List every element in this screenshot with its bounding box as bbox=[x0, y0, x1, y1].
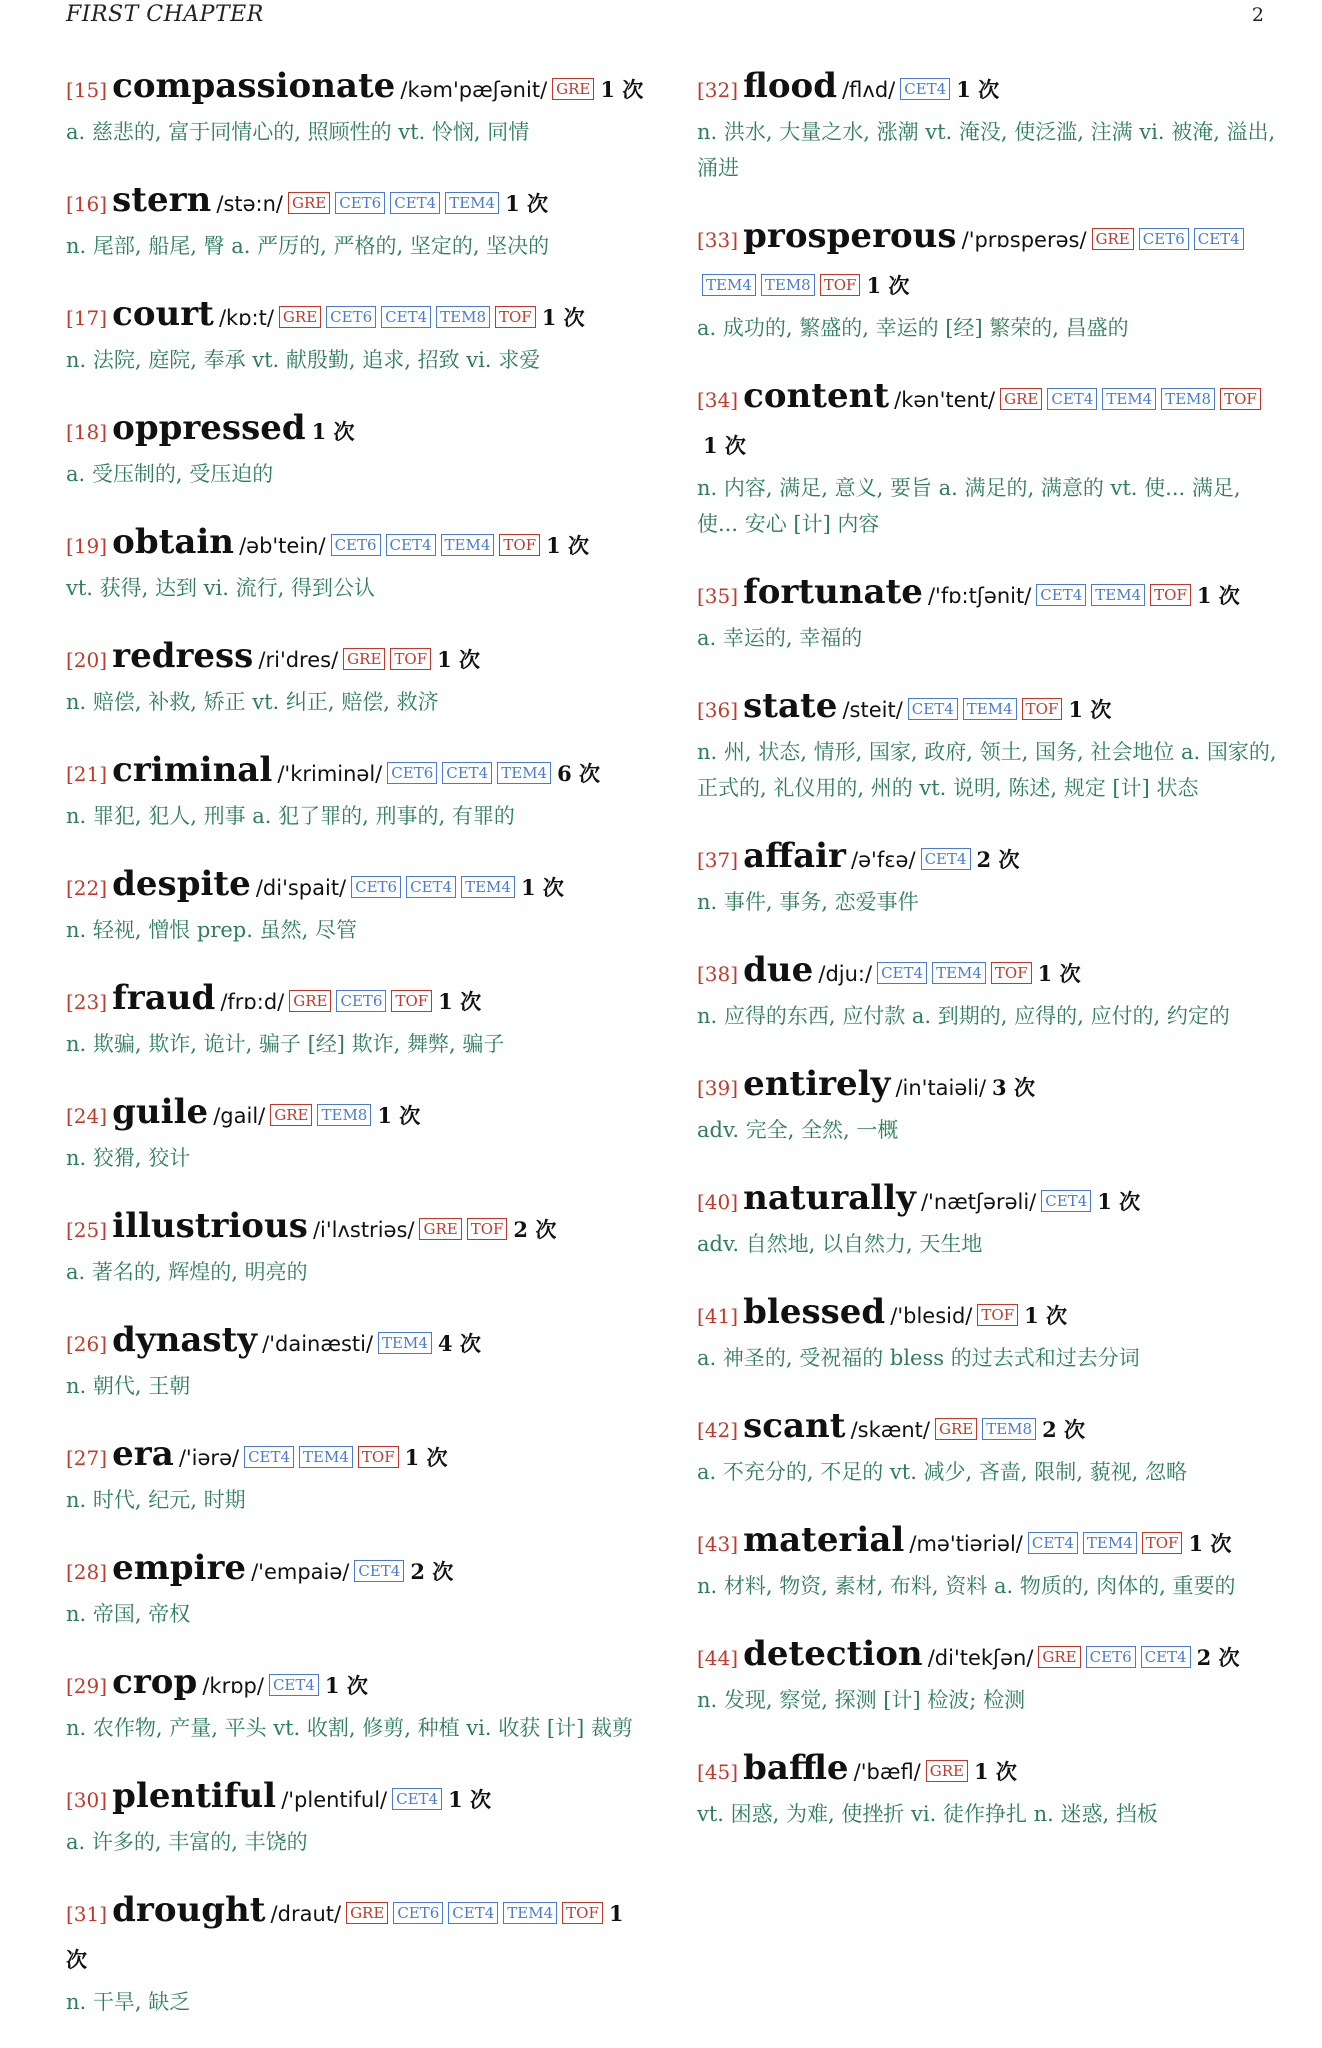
definition: n. 材料, 物资, 素材, 布料, 资料 a. 物质的, 肉体的, 重要的 bbox=[697, 1574, 1236, 1598]
exam-tag-gre: GRE bbox=[1000, 388, 1042, 410]
pronunciation: /di'tekʃən/ bbox=[927, 1646, 1034, 1670]
entry-headline bbox=[697, 948, 1277, 998]
exam-tag-tof: TOF bbox=[391, 990, 432, 1012]
pronunciation: /'kriminəl/ bbox=[277, 762, 383, 786]
entry-headline bbox=[66, 520, 646, 570]
entry-headline bbox=[697, 374, 1277, 470]
exam-tag-tof: TOF bbox=[1150, 584, 1191, 606]
definition: n. 尾部, 船尾, 臀 a. 严厉的, 严格的, 坚定的, 坚决的 bbox=[66, 234, 550, 258]
pronunciation: /in'taiəli/ bbox=[895, 1076, 987, 1100]
entry-number: [25] bbox=[66, 1218, 108, 1242]
entry-headline bbox=[66, 1432, 646, 1482]
exam-tag-tof: TOF bbox=[562, 1902, 603, 1924]
pronunciation: /stə:n/ bbox=[216, 192, 284, 216]
exam-tag-tem8: TEM8 bbox=[761, 274, 815, 296]
frequency-count: 1 次 bbox=[1024, 1303, 1068, 1328]
exam-tag-gre: GRE bbox=[279, 306, 321, 328]
pronunciation: /'bæfl/ bbox=[853, 1760, 921, 1784]
entry-headline bbox=[697, 214, 1277, 310]
entry-headline bbox=[66, 1774, 646, 1824]
headword: due bbox=[743, 950, 814, 990]
exam-tag-tem4: TEM4 bbox=[461, 876, 515, 898]
exam-tag-cet4: CET4 bbox=[448, 1902, 498, 1924]
frequency-count: 1 次 bbox=[324, 1673, 368, 1698]
exam-tag-cet4: CET4 bbox=[908, 698, 958, 720]
exam-tag-cet4: CET4 bbox=[386, 534, 436, 556]
entry-number: [28] bbox=[66, 1560, 108, 1584]
vocab-entry bbox=[697, 1404, 1277, 1490]
exam-tag-gre: GRE bbox=[552, 78, 594, 100]
entry-number: [44] bbox=[697, 1646, 739, 1670]
headword: oppressed bbox=[112, 408, 306, 448]
entry-number: [24] bbox=[66, 1104, 108, 1128]
pronunciation: /'nætʃərəli/ bbox=[920, 1190, 1037, 1214]
vocab-entry bbox=[66, 1546, 646, 1632]
frequency-count: 1 次 bbox=[866, 273, 910, 298]
entry-number: [22] bbox=[66, 876, 108, 900]
entry-number: [39] bbox=[697, 1076, 739, 1100]
entry-number: [41] bbox=[697, 1304, 739, 1328]
frequency-count: 1 次 bbox=[600, 77, 644, 102]
exam-tag-cet4: CET4 bbox=[877, 962, 927, 984]
entry-number: [17] bbox=[66, 306, 108, 330]
frequency-count: 1 次 bbox=[974, 1759, 1017, 1784]
entry-headline bbox=[697, 64, 1277, 114]
page-number: 2 bbox=[1251, 4, 1264, 26]
vocab-entry bbox=[66, 976, 646, 1062]
headword: flood bbox=[743, 66, 838, 106]
exam-tag-tem4: TEM4 bbox=[445, 192, 499, 214]
headword: court bbox=[112, 294, 214, 334]
headword: detection bbox=[743, 1634, 923, 1674]
entry-number: [40] bbox=[697, 1190, 739, 1214]
headword: obtain bbox=[112, 522, 234, 562]
exam-tag-cet6: CET6 bbox=[326, 306, 376, 328]
definition: n. 帝国, 帝权 bbox=[66, 1602, 191, 1626]
vocab-entry bbox=[66, 64, 646, 150]
right-column bbox=[697, 64, 1277, 1860]
exam-tag-cet4: CET4 bbox=[381, 306, 431, 328]
headword: blessed bbox=[743, 1292, 886, 1332]
exam-tag-tof: TOF bbox=[1022, 698, 1063, 720]
frequency-count: 1 次 bbox=[520, 875, 564, 900]
vocab-entry bbox=[697, 1176, 1277, 1262]
exam-tag-gre: GRE bbox=[343, 648, 385, 670]
exam-tag-tem4: TEM4 bbox=[1102, 388, 1156, 410]
headword: fortunate bbox=[743, 572, 923, 612]
exam-tag-gre: GRE bbox=[926, 1760, 968, 1782]
exam-tag-tem4: TEM4 bbox=[503, 1902, 557, 1924]
vocab-entry bbox=[66, 862, 646, 948]
exam-tag-cet6: CET6 bbox=[351, 876, 401, 898]
vocab-entry bbox=[66, 634, 646, 720]
pronunciation: /'dainæsti/ bbox=[262, 1332, 374, 1356]
pronunciation: /kən'tent/ bbox=[894, 388, 996, 412]
vocab-entry bbox=[697, 1290, 1277, 1376]
definition: n. 事件, 事务, 恋爱事件 bbox=[697, 890, 919, 914]
entry-headline bbox=[66, 292, 646, 342]
definition: n. 时代, 纪元, 时期 bbox=[66, 1488, 246, 1512]
vocab-entry bbox=[66, 1432, 646, 1518]
entry-number: [20] bbox=[66, 648, 108, 672]
entry-number: [18] bbox=[66, 420, 108, 444]
headword: scant bbox=[743, 1406, 846, 1446]
exam-tag-cet6: CET6 bbox=[393, 1902, 443, 1924]
entry-number: [45] bbox=[697, 1760, 739, 1784]
definition: n. 狡猾, 狡计 bbox=[66, 1146, 191, 1170]
entry-number: [19] bbox=[66, 534, 108, 558]
headword: state bbox=[743, 686, 838, 726]
pronunciation: /'prɒsperəs/ bbox=[961, 228, 1087, 252]
headword: entirely bbox=[743, 1064, 891, 1104]
vocab-entry bbox=[66, 1090, 646, 1176]
exam-tag-cet4: CET4 bbox=[900, 78, 950, 100]
definition: vt. 困惑, 为难, 使挫折 vi. 徒作挣扎 n. 迷惑, 挡板 bbox=[697, 1802, 1158, 1826]
definition: n. 干旱, 缺乏 bbox=[66, 1990, 191, 2014]
entry-headline bbox=[697, 1176, 1277, 1226]
headword: content bbox=[743, 376, 890, 416]
headword: prosperous bbox=[743, 216, 957, 256]
entry-headline bbox=[697, 1404, 1277, 1454]
vocab-entry bbox=[66, 748, 646, 834]
entry-headline bbox=[66, 862, 646, 912]
entry-headline bbox=[697, 1632, 1277, 1682]
definition: a. 神圣的, 受祝福的 bless 的过去式和过去分词 bbox=[697, 1346, 1140, 1370]
exam-tag-cet6: CET6 bbox=[1139, 228, 1189, 250]
entry-headline bbox=[66, 1888, 646, 1984]
frequency-count: 2 次 bbox=[1042, 1417, 1086, 1442]
exam-tag-tem4: TEM4 bbox=[441, 534, 495, 556]
exam-tag-cet6: CET6 bbox=[1086, 1646, 1136, 1668]
exam-tag-cet4: CET4 bbox=[921, 848, 971, 870]
entry-number: [33] bbox=[697, 228, 739, 252]
frequency-count: 1 次 bbox=[1196, 583, 1240, 608]
entry-number: [36] bbox=[697, 698, 739, 722]
vocab-entry bbox=[66, 178, 646, 264]
exam-tag-tem4: TEM4 bbox=[963, 698, 1017, 720]
headword: empire bbox=[112, 1548, 246, 1588]
frequency-count: 1 次 bbox=[546, 533, 590, 558]
entry-headline bbox=[697, 834, 1277, 884]
frequency-count: 1 次 bbox=[505, 191, 549, 216]
headword: baffle bbox=[743, 1748, 849, 1788]
exam-tag-gre: GRE bbox=[289, 990, 331, 1012]
entry-headline bbox=[697, 684, 1277, 734]
exam-tag-tof: TOF bbox=[358, 1446, 399, 1468]
headword: despite bbox=[112, 864, 251, 904]
vocab-entry bbox=[66, 406, 646, 492]
definition: adv. 完全, 全然, 一概 bbox=[697, 1118, 899, 1142]
frequency-count: 1 次 bbox=[1037, 961, 1081, 986]
entry-headline bbox=[66, 406, 646, 456]
headword: plentiful bbox=[112, 1776, 277, 1816]
entry-number: [16] bbox=[66, 192, 108, 216]
entry-number: [21] bbox=[66, 762, 108, 786]
exam-tag-tem4: TEM4 bbox=[1083, 1532, 1137, 1554]
headword: drought bbox=[112, 1890, 266, 1930]
exam-tag-tof: TOF bbox=[390, 648, 431, 670]
pronunciation: /əb'tein/ bbox=[239, 534, 326, 558]
frequency-count: 1 次 bbox=[377, 1103, 421, 1128]
vocab-entry bbox=[697, 374, 1277, 542]
headword: fraud bbox=[112, 978, 216, 1018]
entry-number: [38] bbox=[697, 962, 739, 986]
headword: illustrious bbox=[112, 1206, 308, 1246]
pronunciation: /'blesid/ bbox=[890, 1304, 973, 1328]
headword: affair bbox=[743, 836, 846, 876]
headword: stern bbox=[112, 180, 212, 220]
headword: criminal bbox=[112, 750, 273, 790]
entry-headline bbox=[697, 1518, 1277, 1568]
exam-tag-tof: TOF bbox=[467, 1218, 508, 1240]
vocab-entry bbox=[66, 520, 646, 606]
definition: a. 幸运的, 幸福的 bbox=[697, 626, 863, 650]
exam-tag-tof: TOF bbox=[1142, 1532, 1183, 1554]
pronunciation: /ri'dres/ bbox=[258, 648, 339, 672]
entry-headline bbox=[697, 1062, 1277, 1112]
left-column bbox=[66, 64, 646, 2048]
frequency-count: 6 次 bbox=[557, 761, 601, 786]
exam-tag-cet6: CET6 bbox=[387, 762, 437, 784]
definition: n. 农作物, 产量, 平头 vt. 收割, 修剪, 种植 vi. 收获 [计] 裁剪 bbox=[66, 1716, 633, 1740]
frequency-count: 2 次 bbox=[410, 1559, 454, 1584]
exam-tag-tof: TOF bbox=[495, 306, 536, 328]
entry-headline bbox=[66, 1318, 646, 1368]
pronunciation: /flʌd/ bbox=[842, 78, 896, 102]
exam-tag-cet4: CET4 bbox=[392, 1788, 442, 1810]
exam-tag-tof: TOF bbox=[991, 962, 1032, 984]
frequency-count: 4 次 bbox=[437, 1331, 481, 1356]
entry-number: [23] bbox=[66, 990, 108, 1014]
exam-tag-tem4: TEM4 bbox=[299, 1446, 353, 1468]
definition: n. 洪水, 大量之水, 涨潮 vt. 淹没, 使泛滥, 注满 vi. 被淹, 溢出, 涌进 bbox=[697, 120, 1276, 180]
exam-tag-tof: TOF bbox=[499, 534, 540, 556]
frequency-count: 1 次 bbox=[1188, 1531, 1232, 1556]
definition: a. 慈悲的, 富于同情心的, 照顾性的 vt. 怜悯, 同情 bbox=[66, 120, 530, 144]
vocab-entry bbox=[697, 684, 1277, 806]
definition: a. 受压制的, 受压迫的 bbox=[66, 462, 274, 486]
pronunciation: /mə'tiəriəl/ bbox=[909, 1532, 1023, 1556]
vocab-entry bbox=[66, 292, 646, 378]
headword: dynasty bbox=[112, 1320, 258, 1360]
entry-headline bbox=[697, 1290, 1277, 1340]
definition: n. 应得的东西, 应付款 a. 到期的, 应得的, 应付的, 约定的 bbox=[697, 1004, 1230, 1028]
frequency-count: 2 次 bbox=[1196, 1645, 1240, 1670]
exam-tag-tem4: TEM4 bbox=[702, 274, 756, 296]
exam-tag-cet6: CET6 bbox=[335, 192, 385, 214]
entry-number: [32] bbox=[697, 78, 739, 102]
frequency-count: 1 次 bbox=[448, 1787, 492, 1812]
entry-number: [27] bbox=[66, 1446, 108, 1470]
definition: a. 许多的, 丰富的, 丰饶的 bbox=[66, 1830, 308, 1854]
exam-tag-gre: GRE bbox=[419, 1218, 461, 1240]
pronunciation: /skænt/ bbox=[850, 1418, 930, 1442]
exam-tag-cet6: CET6 bbox=[336, 990, 386, 1012]
vocab-entry bbox=[697, 1746, 1277, 1832]
frequency-count: 1 次 bbox=[541, 305, 585, 330]
exam-tag-cet4: CET4 bbox=[244, 1446, 294, 1468]
frequency-count: 3 次 bbox=[992, 1075, 1035, 1100]
vocab-entry bbox=[697, 1632, 1277, 1718]
headword: compassionate bbox=[112, 66, 396, 106]
entry-headline bbox=[697, 1746, 1277, 1796]
entry-headline bbox=[66, 1546, 646, 1596]
exam-tag-tem8: TEM8 bbox=[317, 1104, 371, 1126]
vocab-entry bbox=[697, 834, 1277, 920]
exam-tag-gre: GRE bbox=[288, 192, 330, 214]
headword: redress bbox=[112, 636, 254, 676]
entry-number: [43] bbox=[697, 1532, 739, 1556]
vocab-entry bbox=[697, 64, 1277, 186]
exam-tag-tem4: TEM4 bbox=[497, 762, 551, 784]
entry-number: [42] bbox=[697, 1418, 739, 1442]
exam-tag-tem8: TEM8 bbox=[982, 1418, 1036, 1440]
entry-headline bbox=[66, 64, 646, 114]
exam-tag-tem8: TEM8 bbox=[1161, 388, 1215, 410]
pronunciation: /draut/ bbox=[270, 1902, 342, 1926]
definition: vt. 获得, 达到 vi. 流行, 得到公认 bbox=[66, 576, 375, 600]
entry-number: [31] bbox=[66, 1902, 108, 1926]
entry-number: [26] bbox=[66, 1332, 108, 1356]
pronunciation: /gail/ bbox=[213, 1104, 266, 1128]
frequency-count: 1 次 bbox=[66, 1901, 624, 1972]
definition: n. 法院, 庭院, 奉承 vt. 献殷勤, 追求, 招致 vi. 求爱 bbox=[66, 348, 541, 372]
definition: n. 州, 状态, 情形, 国家, 政府, 领土, 国务, 社会地位 a. 国家的, 正式的, 礼仪用的, 州的 vt. 说明, 陈述, 规定 [计] 状态 bbox=[697, 740, 1277, 800]
vocab-entry bbox=[66, 1888, 646, 2020]
entry-number: [30] bbox=[66, 1788, 108, 1812]
pronunciation: /frɒ:d/ bbox=[220, 990, 285, 1014]
exam-tag-tem4: TEM4 bbox=[1091, 584, 1145, 606]
definition: n. 轻视, 憎恨 prep. 虽然, 尽管 bbox=[66, 918, 357, 942]
entry-number: [15] bbox=[66, 78, 108, 102]
exam-tag-cet6: CET6 bbox=[331, 534, 381, 556]
pronunciation: /'iərə/ bbox=[178, 1446, 240, 1470]
definition: n. 罪犯, 犯人, 刑事 a. 犯了罪的, 刑事的, 有罪的 bbox=[66, 804, 515, 828]
exam-tag-gre: GRE bbox=[270, 1104, 312, 1126]
entry-number: [35] bbox=[697, 584, 739, 608]
frequency-count: 1 次 bbox=[1068, 697, 1112, 722]
pronunciation: /'plentiful/ bbox=[281, 1788, 388, 1812]
headword: guile bbox=[112, 1092, 209, 1132]
entry-number: [34] bbox=[697, 388, 739, 412]
entry-number: [37] bbox=[697, 848, 739, 872]
pronunciation: /i'lʌstriəs/ bbox=[312, 1218, 415, 1242]
exam-tag-cet4: CET4 bbox=[1041, 1190, 1091, 1212]
exam-tag-tof: TOF bbox=[977, 1304, 1018, 1326]
definition: n. 赔偿, 补救, 矫正 vt. 纠正, 赔偿, 救济 bbox=[66, 690, 439, 714]
vocab-entry bbox=[697, 570, 1277, 656]
pronunciation: /'empaiə/ bbox=[251, 1560, 350, 1584]
definition: n. 发现, 察觉, 探测 [计] 检波; 检测 bbox=[697, 1688, 1026, 1712]
exam-tag-tem8: TEM8 bbox=[436, 306, 490, 328]
exam-tag-tof: TOF bbox=[1220, 388, 1261, 410]
entry-headline bbox=[66, 1660, 646, 1710]
exam-tag-cet4: CET4 bbox=[354, 1560, 404, 1582]
exam-tag-cet4: CET4 bbox=[406, 876, 456, 898]
definition: n. 欺骗, 欺诈, 诡计, 骗子 [经] 欺诈, 舞弊, 骗子 bbox=[66, 1032, 505, 1056]
pronunciation: /kɒ:t/ bbox=[218, 306, 274, 330]
exam-tag-gre: GRE bbox=[1092, 228, 1134, 250]
exam-tag-cet4: CET4 bbox=[442, 762, 492, 784]
exam-tag-gre: GRE bbox=[935, 1418, 977, 1440]
vocab-entry bbox=[697, 214, 1277, 346]
vocab-entry bbox=[66, 1774, 646, 1860]
definition: a. 著名的, 辉煌的, 明亮的 bbox=[66, 1260, 308, 1284]
exam-tag-tem4: TEM4 bbox=[932, 962, 986, 984]
entry-headline bbox=[66, 634, 646, 684]
entry-headline bbox=[697, 570, 1277, 620]
entry-headline bbox=[66, 178, 646, 228]
exam-tag-tem4: TEM4 bbox=[378, 1332, 432, 1354]
pronunciation: /di'spait/ bbox=[255, 876, 347, 900]
entry-headline bbox=[66, 1090, 646, 1140]
frequency-count: 1 次 bbox=[437, 647, 481, 672]
exam-tag-cet4: CET4 bbox=[1036, 584, 1086, 606]
headword: naturally bbox=[743, 1178, 916, 1218]
pronunciation: /ə'fɛə/ bbox=[851, 848, 916, 872]
definition: a. 不充分的, 不足的 vt. 减少, 吝啬, 限制, 藐视, 忽略 bbox=[697, 1460, 1187, 1484]
frequency-count: 1 次 bbox=[703, 433, 746, 458]
vocab-entry bbox=[66, 1204, 646, 1290]
definition: n. 朝代, 王朝 bbox=[66, 1374, 191, 1398]
pronunciation: /steit/ bbox=[842, 698, 903, 722]
exam-tag-cet4: CET4 bbox=[1141, 1646, 1191, 1668]
exam-tag-cet4: CET4 bbox=[1194, 228, 1244, 250]
exam-tag-cet4: CET4 bbox=[269, 1674, 319, 1696]
entry-headline bbox=[66, 976, 646, 1026]
entry-headline bbox=[66, 748, 646, 798]
definition: a. 成功的, 繁盛的, 幸运的 [经] 繁荣的, 昌盛的 bbox=[697, 316, 1129, 340]
exam-tag-cet4: CET4 bbox=[1028, 1532, 1078, 1554]
headword: material bbox=[743, 1520, 905, 1560]
pronunciation: /dju:/ bbox=[818, 962, 873, 986]
exam-tag-tof: TOF bbox=[820, 274, 861, 296]
vocab-entry bbox=[697, 1062, 1277, 1148]
frequency-count: 1 次 bbox=[1097, 1189, 1141, 1214]
definition: n. 内容, 满足, 意义, 要旨 a. 满足的, 满意的 vt. 使... 满足, 使... 安心 [计] 内容 bbox=[697, 476, 1241, 536]
exam-tag-cet4: CET4 bbox=[1047, 388, 1097, 410]
pronunciation: /krɒp/ bbox=[202, 1674, 264, 1698]
frequency-count: 2 次 bbox=[976, 847, 1020, 872]
frequency-count: 2 次 bbox=[513, 1217, 557, 1242]
frequency-count: 1 次 bbox=[311, 419, 355, 444]
frequency-count: 1 次 bbox=[438, 989, 482, 1014]
vocab-entry bbox=[697, 948, 1277, 1034]
exam-tag-gre: GRE bbox=[346, 1902, 388, 1924]
vocab-entry bbox=[697, 1518, 1277, 1604]
definition: adv. 自然地, 以自然力, 天生地 bbox=[697, 1232, 983, 1256]
frequency-count: 1 次 bbox=[404, 1445, 448, 1470]
exam-tag-gre: GRE bbox=[1038, 1646, 1080, 1668]
pronunciation: /'fɒ:tʃənit/ bbox=[927, 584, 1032, 608]
headword: era bbox=[112, 1434, 174, 1474]
exam-tag-cet4: CET4 bbox=[390, 192, 440, 214]
headword: crop bbox=[112, 1662, 198, 1702]
vocab-entry bbox=[66, 1660, 646, 1746]
pronunciation: /kəm'pæʃənit/ bbox=[400, 78, 548, 102]
vocab-entry bbox=[66, 1318, 646, 1404]
frequency-count: 1 次 bbox=[956, 77, 1000, 102]
entry-number: [29] bbox=[66, 1674, 108, 1698]
chapter-header: FIRST CHAPTER bbox=[66, 2, 264, 27]
entry-headline bbox=[66, 1204, 646, 1254]
